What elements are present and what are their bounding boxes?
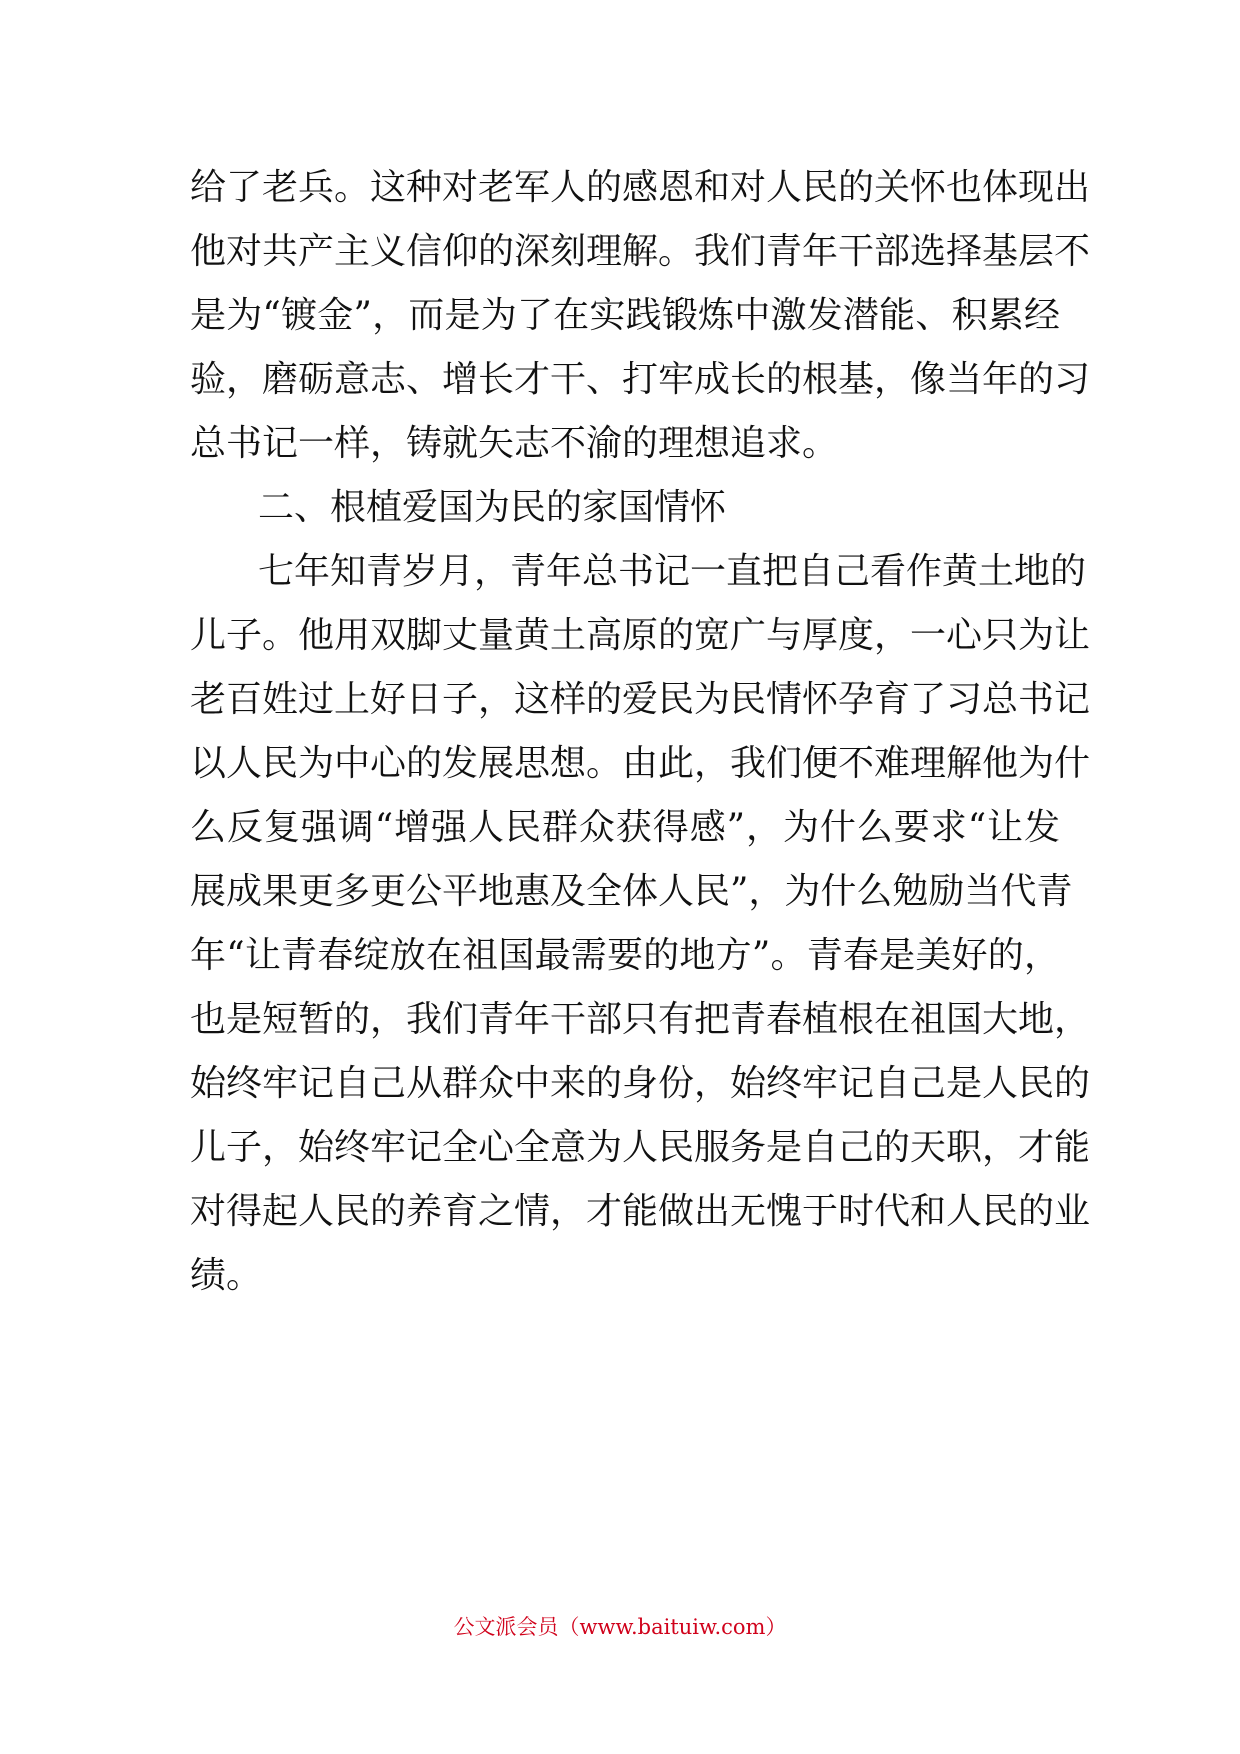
paragraph-line: 儿子，始终牢记全心全意为人民服务是自己的天职，才能 [190, 1127, 1091, 1168]
paragraph-line: 儿子。他用双脚丈量黄土高原的宽广与厚度，一心只为让 [190, 615, 1091, 656]
paragraph-line: 七年知青岁月，青年总书记一直把自己看作黄土地的 [258, 551, 1087, 592]
paragraph-line: 绩。 [190, 1255, 263, 1296]
footer-watermark-link[interactable]: 公文派会员（www.baituiw.com） [453, 1615, 787, 1639]
paragraph-line: 他对共产主义信仰的深刻理解。我们青年干部选择基层不 [190, 231, 1091, 272]
paragraph-line: 年“让青春绽放在祖国最需要的地方”。青春是美好的， [190, 935, 1060, 976]
paragraph-line: 对得起人民的养育之情，才能做出无愧于时代和人民的业 [190, 1191, 1091, 1232]
paragraph-line: 是为“镀金”，而是为了在实践锻炼中激发潜能、积累经 [190, 295, 1060, 336]
paragraph-line: 始终牢记自己从群众中来的身份，始终牢记自己是人民的 [190, 1063, 1091, 1104]
paragraph-line: 老百姓过上好日子，这样的爱民为民情怀孕育了习总书记 [190, 679, 1091, 720]
paragraph-line: 总书记一样，铸就矢志不渝的理想追求。 [190, 423, 839, 464]
paragraph-line: 么反复强调“增强人民群众获得感”，为什么要求“让发 [190, 807, 1060, 848]
paragraph-line: 以人民为中心的发展思想。由此，我们便不难理解他为什 [190, 743, 1091, 784]
paragraph-line: 展成果更多更公平地惠及全体人民”，为什么勉励当代青 [190, 871, 1073, 912]
paragraph-line: 也是短暂的，我们青年干部只有把青春植根在祖国大地， [190, 999, 1091, 1040]
paragraph-line: 给了老兵。这种对老军人的感恩和对人民的关怀也体现出 [190, 167, 1091, 208]
paragraph-line: 验，磨砺意志、增长才干、打牢成长的根基，像当年的习 [190, 359, 1091, 400]
section-heading: 二、根植爱国为民的家国情怀 [258, 487, 727, 528]
